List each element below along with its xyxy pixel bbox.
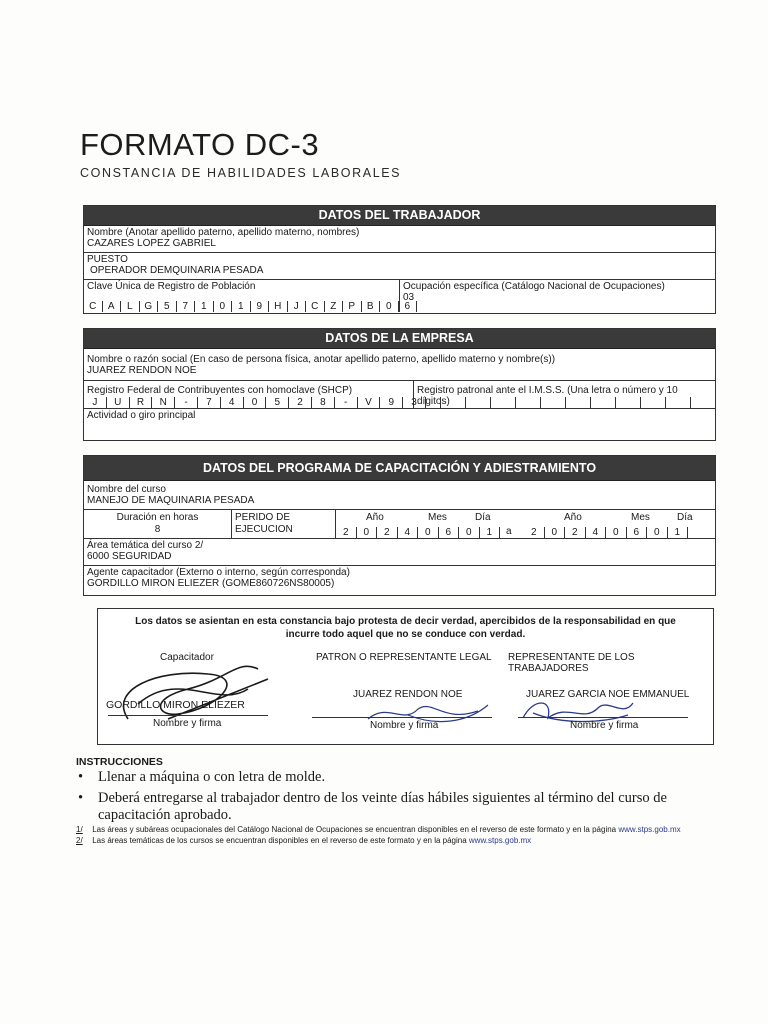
trabajador-puesto-value: OPERADOR DEMQUINARIA PESADA bbox=[90, 265, 264, 276]
start-date-char: 2 bbox=[377, 527, 398, 538]
form-title: FORMATO DC-3 bbox=[80, 127, 320, 162]
imss-char bbox=[641, 397, 666, 408]
note-1 bbox=[76, 825, 681, 834]
imss-cells bbox=[416, 397, 716, 408]
periodo-cell bbox=[232, 510, 336, 538]
note-1-text: Las áreas y subáreas ocupacionales del Catálogo Nacional de Ocupaciones se encuentran disponibles en el reverso de este formato y en la página bbox=[92, 825, 617, 834]
imss-char bbox=[666, 397, 691, 408]
representante-nombre-firma: Nombre y firma bbox=[570, 720, 639, 731]
capacitador-name: GORDILLO MIRON ELIEZER bbox=[106, 699, 245, 711]
anio-label-start: Año bbox=[366, 512, 384, 523]
periodo-label-2: EJECUCION bbox=[235, 524, 293, 535]
trabajador-nombre-row bbox=[84, 226, 715, 253]
programa-header: DATOS DEL PROGRAMA DE CAPACITACIÓN Y ADIESTRAMIENTO bbox=[84, 456, 715, 481]
duracion-label: Duración en horas bbox=[116, 512, 199, 523]
mes-label-start: Mes bbox=[428, 512, 447, 523]
imss-char bbox=[591, 397, 616, 408]
representante-name: JUAREZ GARCIA NOE EMMANUEL bbox=[526, 689, 690, 700]
start-date-char: 0 bbox=[418, 527, 439, 538]
note-1-num: 1/ bbox=[76, 825, 83, 834]
patron-label: PATRON O REPRESENTANTE LEGAL bbox=[316, 652, 492, 663]
patron-name: JUAREZ RENDON NOE bbox=[353, 689, 463, 700]
patron-line bbox=[312, 717, 492, 718]
programa-section bbox=[83, 455, 716, 596]
area-row bbox=[84, 539, 715, 566]
curp-char: 9 bbox=[251, 301, 270, 312]
empresa-header: DATOS DE LA EMPRESA bbox=[84, 329, 715, 349]
area-value: 6000 SEGURIDAD bbox=[87, 551, 172, 562]
agente-row bbox=[84, 566, 715, 593]
trabajador-nombre-label: Nombre (Anotar apellido paterno, apellido materno, nombres) bbox=[87, 227, 360, 238]
empresa-rfc-row bbox=[84, 381, 715, 409]
rfc-char: R bbox=[130, 397, 153, 408]
imss-char bbox=[616, 397, 641, 408]
end-date-char: 2 bbox=[524, 527, 545, 538]
imss-char bbox=[541, 397, 566, 408]
start-date-char: 1 bbox=[480, 527, 501, 538]
imss-char bbox=[491, 397, 516, 408]
trabajador-curp-row bbox=[84, 280, 715, 312]
rfc-label: Registro Federal de Contribuyentes con homoclave (SHCP) bbox=[87, 385, 353, 396]
curp-char: C bbox=[306, 301, 325, 312]
agente-value: GORDILLO MIRON ELIEZER (GOME860726NS80005) bbox=[87, 578, 335, 589]
curp-char: 5 bbox=[158, 301, 177, 312]
instrucciones-title: INSTRUCCIONES bbox=[76, 756, 163, 768]
curp-label: Clave Única de Registro de Población bbox=[87, 281, 256, 292]
periodo-label-1: PERIDO DE bbox=[235, 512, 291, 523]
curp-char: 1 bbox=[232, 301, 251, 312]
end-date-char: 6 bbox=[627, 527, 648, 538]
capacitador-label: Capacitador bbox=[160, 652, 214, 663]
trabajador-section bbox=[83, 205, 716, 314]
curso-value: MANEJO DE MAQUINARIA PESADA bbox=[87, 495, 255, 506]
curp-char: 7 bbox=[177, 301, 196, 312]
end-date-char: 0 bbox=[647, 527, 668, 538]
ocupacion-label: Ocupación específica (Catálogo Nacional de Ocupaciones) bbox=[403, 281, 665, 292]
representante-label: REPRESENTANTE DE LOS TRABAJADORES bbox=[508, 652, 635, 674]
start-date-char: 0 bbox=[357, 527, 378, 538]
start-date-char: 0 bbox=[459, 527, 480, 538]
rfc-char: 5 bbox=[266, 397, 289, 408]
trabajador-nombre-value: CAZARES LOPEZ GABRIEL bbox=[87, 238, 216, 249]
capacitador-signature bbox=[98, 649, 298, 729]
rfc-char: 8 bbox=[312, 397, 335, 408]
curp-char: Z bbox=[325, 301, 344, 312]
note-1-link[interactable]: www.stps.gob.mx bbox=[618, 825, 681, 834]
rfc-char: V bbox=[358, 397, 381, 408]
imss-label: Registro patronal ante el I.M.S.S. (Una letra o número y 10 dígitos) bbox=[417, 385, 678, 407]
rfc-char: 4 bbox=[221, 397, 244, 408]
curp-char: H bbox=[269, 301, 288, 312]
declaracion-text: Los datos se asientan en esta constancia bajo protesta de decir verdad, apercibidos de la responsabilidad en que incurre todo aquel que no se conduce con verdad. bbox=[135, 616, 676, 640]
agente-label: Agente capacitador (Externo o interno, según corresponda) bbox=[87, 567, 350, 578]
imss-char bbox=[441, 397, 466, 408]
instruccion-2: • Deberá entregarse al trabajador dentro de los veinte días hábiles siguientes al término del curso de bbox=[78, 790, 667, 806]
instruccion-1-text: Llenar a máquina o con letra de molde. bbox=[98, 769, 326, 785]
instruccion-2-text: Deberá entregarse al trabajador dentro de los veinte días hábiles siguientes al término del curso de bbox=[98, 790, 667, 806]
curp-char: 6 bbox=[399, 301, 418, 312]
duracion-cell bbox=[84, 510, 232, 538]
anio-label-end: Año bbox=[564, 512, 582, 523]
start-date-char: 6 bbox=[439, 527, 460, 538]
instruccion-1: • Llenar a máquina o con letra de molde. bbox=[78, 769, 326, 785]
note-2-link[interactable]: www.stps.gob.mx bbox=[468, 836, 532, 845]
rfc-char: - bbox=[175, 397, 198, 408]
end-date-char: 2 bbox=[565, 527, 586, 538]
imss-char bbox=[466, 397, 491, 408]
rfc-char: - bbox=[335, 397, 358, 408]
rfc-cells bbox=[84, 397, 426, 408]
imss-char bbox=[691, 397, 716, 408]
imss-char bbox=[566, 397, 591, 408]
end-date-char: 4 bbox=[586, 527, 607, 538]
rfc-char: J bbox=[84, 397, 107, 408]
capacitador-nombre-firma: Nombre y firma bbox=[153, 718, 222, 729]
curp-char: P bbox=[343, 301, 362, 312]
curso-label: Nombre del curso bbox=[87, 484, 166, 495]
actividad-label: Actividad o giro principal bbox=[87, 410, 196, 421]
curp-char: 1 bbox=[195, 301, 214, 312]
capacitador-line bbox=[108, 715, 268, 716]
duracion-value: 8 bbox=[154, 524, 161, 535]
patron-nombre-firma: Nombre y firma bbox=[370, 720, 439, 731]
curp-char: 0 bbox=[380, 301, 399, 312]
curp-char: C bbox=[84, 301, 103, 312]
note-2-text: Las áreas temáticas de los cursos se encuentran disponibles en el reverso de este formato y en la página bbox=[92, 836, 467, 845]
curp-cells bbox=[84, 301, 417, 312]
curso-row bbox=[84, 481, 715, 510]
dia-label-end: Día bbox=[677, 512, 693, 523]
periodo-row bbox=[84, 510, 715, 539]
end-date-char: 1 bbox=[668, 527, 689, 538]
end-date-cells bbox=[524, 527, 688, 538]
start-date-char: 2 bbox=[336, 527, 357, 538]
end-date-char: 0 bbox=[545, 527, 566, 538]
curp-char: L bbox=[121, 301, 140, 312]
rfc-char: 7 bbox=[198, 397, 221, 408]
instruccion-2-cont: capacitación aprobado. bbox=[98, 807, 232, 823]
imss-char bbox=[416, 397, 441, 408]
note-2 bbox=[76, 836, 531, 845]
end-date-char: 0 bbox=[606, 527, 627, 538]
rfc-char: N bbox=[152, 397, 175, 408]
empresa-section bbox=[83, 328, 716, 441]
trabajador-header: DATOS DEL TRABAJADOR bbox=[84, 206, 715, 226]
rfc-char: 9 bbox=[380, 397, 403, 408]
empresa-nombre-label: Nombre o razón social (En caso de persona física, anotar apellido paterno, apellido materno y nombre(s)) bbox=[87, 354, 556, 365]
note-2-num: 2/ bbox=[76, 836, 83, 845]
imss-char bbox=[516, 397, 541, 408]
empresa-actividad-row bbox=[84, 409, 715, 439]
rfc-char: 2 bbox=[289, 397, 312, 408]
curp-char: 0 bbox=[214, 301, 233, 312]
firmas-section bbox=[97, 608, 714, 745]
dia-label-start: Día bbox=[475, 512, 491, 523]
curp-char: B bbox=[362, 301, 381, 312]
rfc-char: 3 bbox=[403, 397, 426, 408]
area-label: Área temática del curso 2/ bbox=[87, 540, 204, 551]
empresa-nombre-value: JUAREZ RENDON NOE bbox=[87, 365, 197, 376]
curp-char: A bbox=[103, 301, 122, 312]
a-label: a bbox=[506, 526, 512, 537]
empresa-nombre-row bbox=[84, 349, 715, 381]
start-date-char: 4 bbox=[398, 527, 419, 538]
curp-char: J bbox=[288, 301, 307, 312]
representante-line bbox=[518, 717, 688, 718]
form-subtitle: CONSTANCIA DE HABILIDADES LABORALES bbox=[80, 166, 402, 180]
ocupacion-value: 03 bbox=[403, 292, 415, 303]
mes-label-end: Mes bbox=[631, 512, 650, 523]
curp-char: G bbox=[140, 301, 159, 312]
fechas-cell bbox=[336, 510, 715, 538]
start-date-cells bbox=[336, 527, 500, 538]
trabajador-puesto-row bbox=[84, 253, 715, 280]
rfc-char: 0 bbox=[244, 397, 267, 408]
trabajador-puesto-label: PUESTO bbox=[87, 254, 128, 265]
rfc-char: U bbox=[107, 397, 130, 408]
